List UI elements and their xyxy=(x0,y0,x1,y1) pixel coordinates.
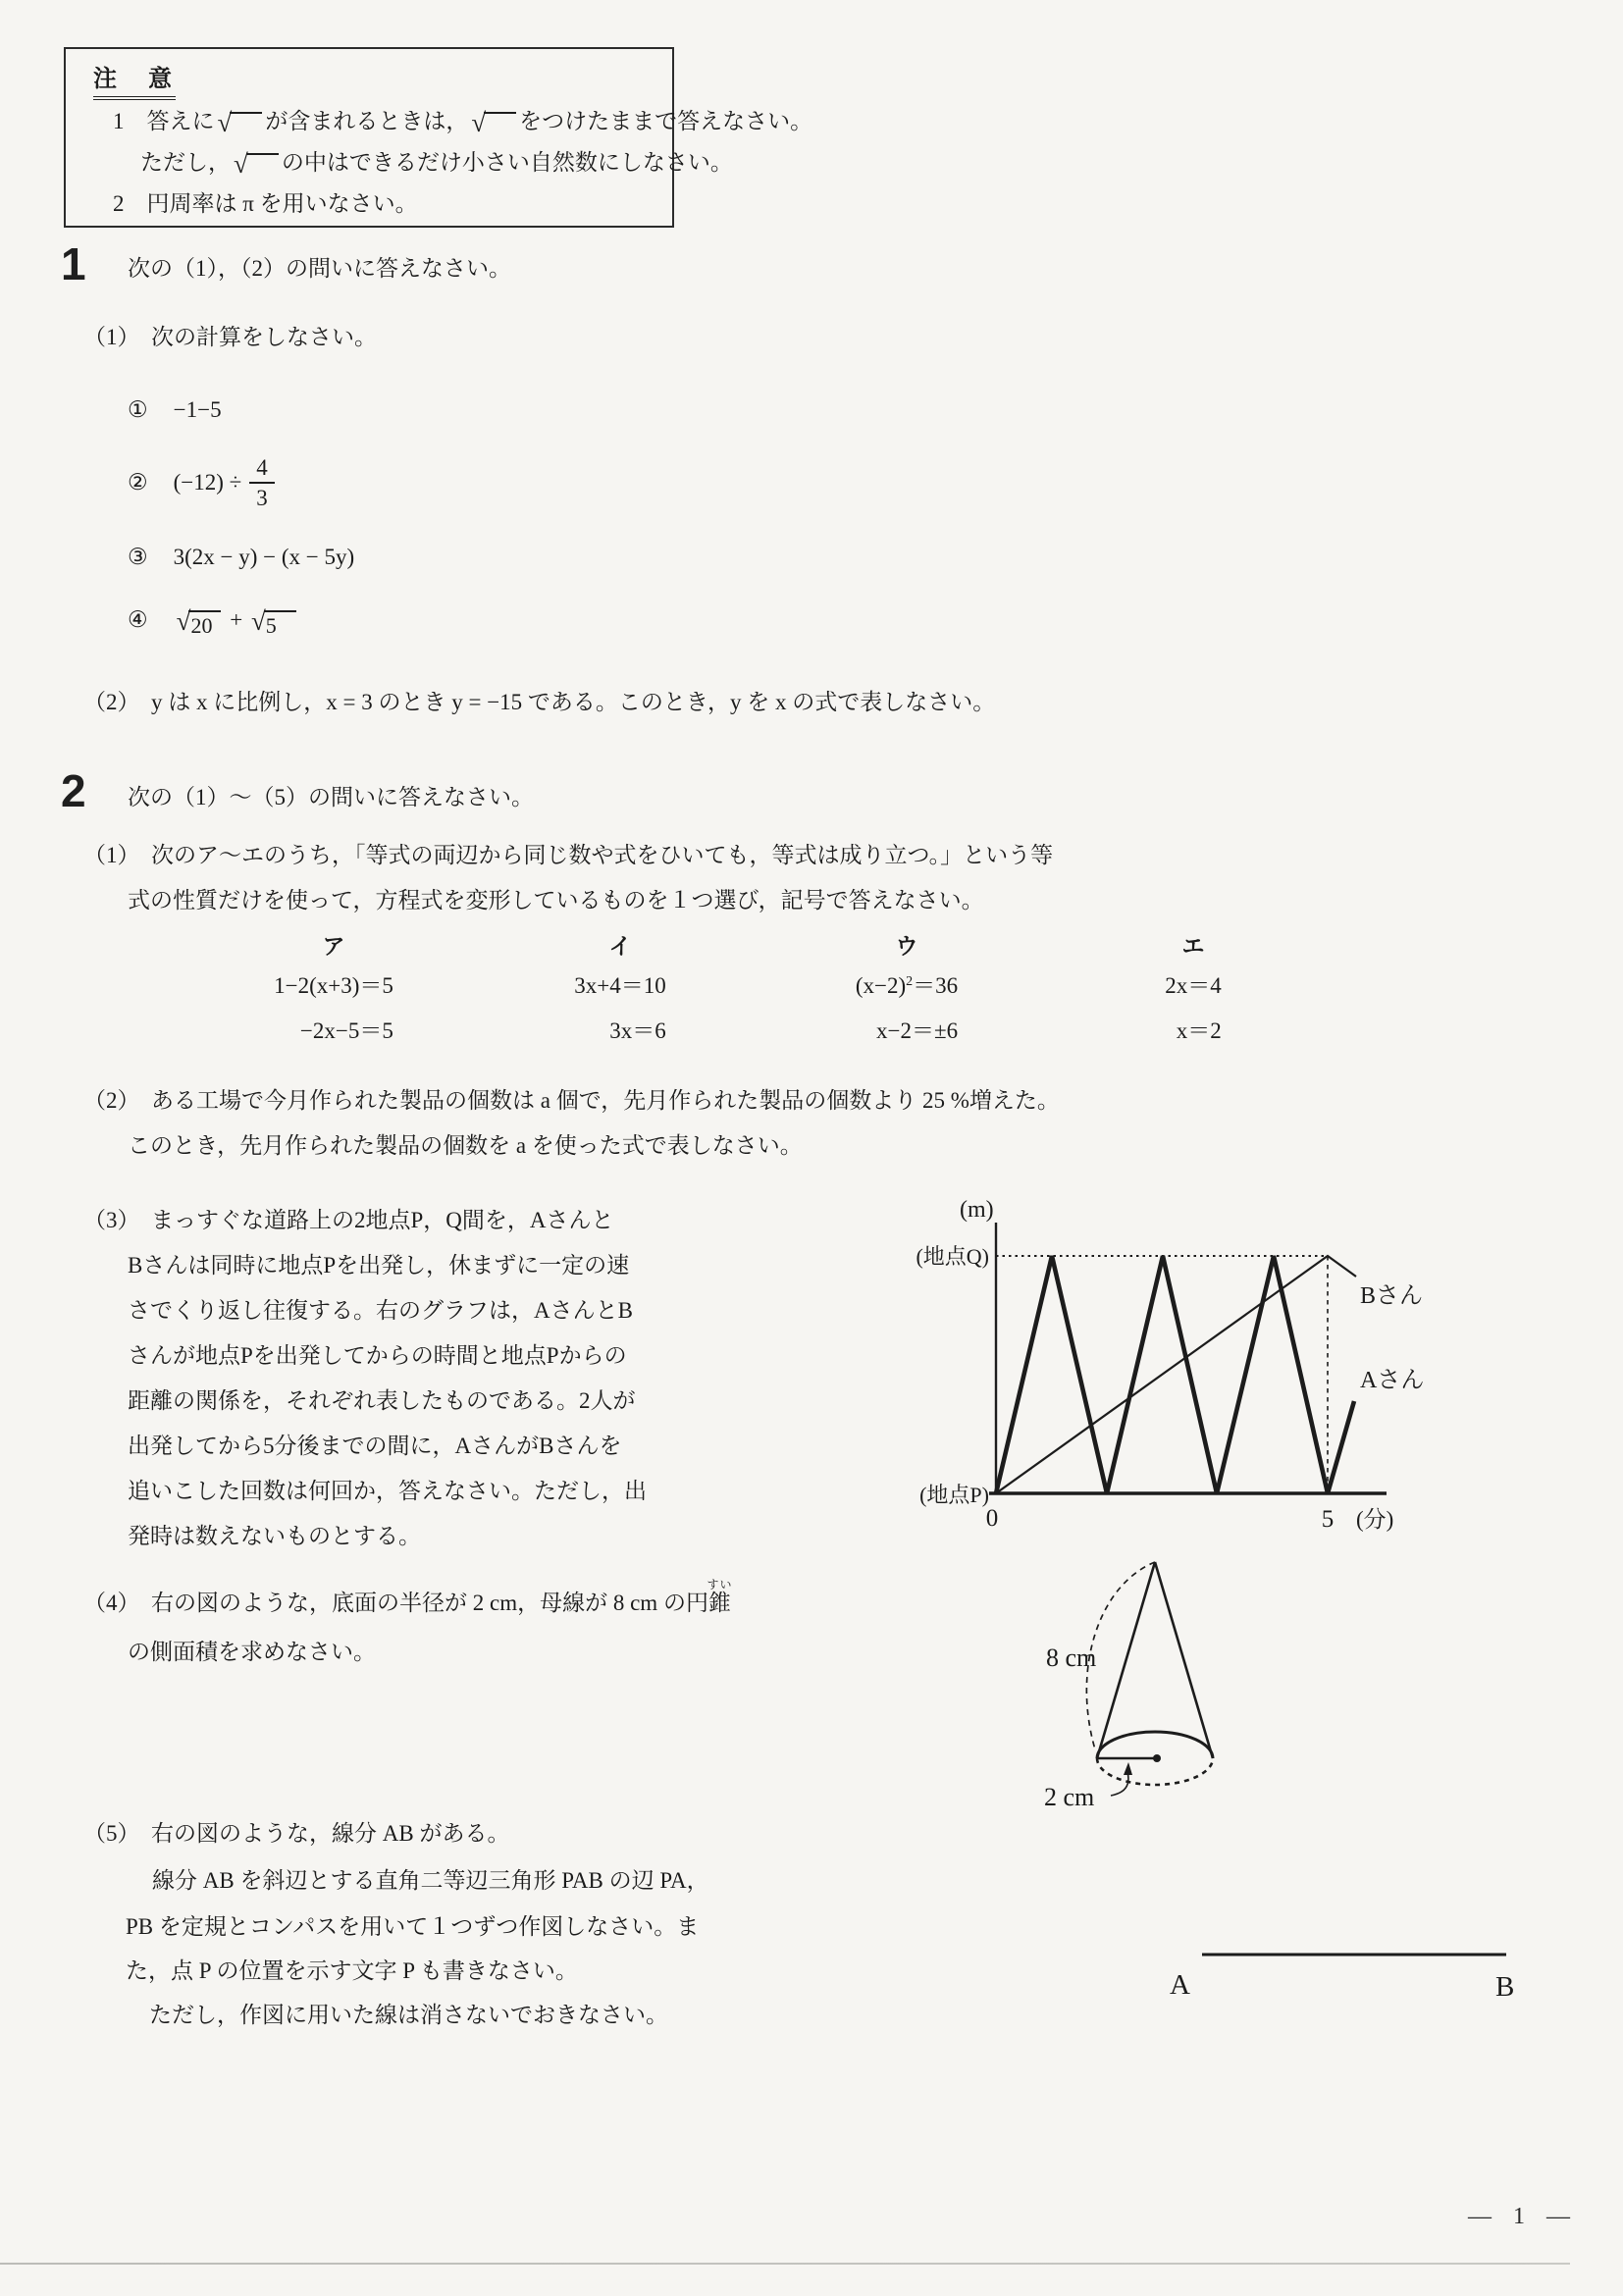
option-i-label: イ xyxy=(608,933,632,959)
option-e-equation-2: x＝2 xyxy=(1176,1018,1222,1043)
problem-2-q1-line-1: （1） 次のア～エのうち，「等式の両辺から同じ数や式をひいても，等式は成り立つ。」という等 xyxy=(83,843,1054,867)
page-number: — 1 — xyxy=(1468,2204,1578,2229)
cone-figure xyxy=(1001,1550,1305,1835)
problem-2-q3-line-7: 追いこした回数は何回か，答えなさい。ただし，出 xyxy=(128,1479,647,1503)
problem-1-item-4 xyxy=(128,604,299,636)
slant-dashed-arc xyxy=(1086,1562,1155,1749)
option-i-equation-2: 3x＝6 xyxy=(609,1018,666,1043)
x-tick-5: 5 xyxy=(1321,1506,1335,1533)
problem-1-q1: （1） 次の計算をしなさい。 xyxy=(83,325,377,349)
x-tick-0: 0 xyxy=(985,1505,999,1532)
problem-2-q5-line-1: （5） 右の図のような，線分 AB がある。 xyxy=(83,1821,510,1846)
option-a-label: ア xyxy=(322,933,345,959)
base-center-dot xyxy=(1153,1754,1161,1762)
problem-2-q3-line-8: 発時は数えないものとする。 xyxy=(128,1524,421,1548)
notice-item-1-line-2: ただし， √ の中はできるだけ小さい自然数にしなさい。 xyxy=(140,149,733,179)
option-column-a xyxy=(206,930,461,1047)
problem-2-q5-line-2: 線分 AB を斜辺とする直角二等辺三角形 PAB の辺 PA， xyxy=(152,1868,709,1893)
option-a-equation-1: 1−2(x+3)＝5 xyxy=(274,973,393,998)
problem-2-number: 2 xyxy=(61,765,86,816)
item-1-marker: ① xyxy=(128,397,148,422)
notice-box xyxy=(64,47,813,228)
point-a-label: A xyxy=(1170,1969,1190,2001)
option-column-i xyxy=(493,930,748,1047)
problem-2-q5-line-4: た，点 P の位置を示す文字 P も書きなさい。 xyxy=(126,1958,578,1983)
option-a-equation-2: −2x−5＝5 xyxy=(299,1018,393,1043)
option-column-e xyxy=(1066,930,1321,1047)
problem-2-q3-line-4: さんが地点Pを出発してからの時間と地点Pからの xyxy=(128,1343,627,1368)
cone-right-side xyxy=(1155,1562,1213,1758)
fraction xyxy=(249,454,275,511)
notice-title: 注 意 xyxy=(93,59,176,100)
a-san-legend-label: Aさん xyxy=(1360,1368,1425,1393)
radical-sign-icon: √ xyxy=(218,111,263,136)
radius-length-label: 2 cm xyxy=(1044,1783,1095,1811)
problem-2-q5-line-3: PB を定規とコンパスを用いて１つずつ作図しなさい。ま xyxy=(126,1914,700,1939)
problem-1-item-2 xyxy=(128,451,283,514)
problem-2-q5-line-5: ただし，作図に用いた線は消さないでおきなさい。 xyxy=(149,2003,668,2027)
problem-2-q3-line-6: 出発してから5分後までの間に，AさんがBさんを xyxy=(128,1434,622,1458)
option-e-equation-1: 2x＝4 xyxy=(1165,973,1222,998)
option-e-label: エ xyxy=(1181,933,1205,959)
y-axis-unit-label: (m) xyxy=(960,1197,994,1223)
option-column-u xyxy=(779,930,1034,1047)
problem-2-q3-line-2: Bさんは同時に地点Pを出発し，休まずに一定の速 xyxy=(128,1253,630,1278)
problem-1-item-1 xyxy=(128,394,222,426)
item-3-expression: 3(2x − y) − (x − 5y) xyxy=(173,545,355,569)
point-b-label: B xyxy=(1495,1971,1515,2003)
item-2-marker: ② xyxy=(128,470,148,495)
ruby-kanji: 錐すい xyxy=(707,1578,733,1615)
notice-item-2: 2 円周率は π を用いなさい。 xyxy=(113,191,418,216)
item-4-marker: ④ xyxy=(128,607,148,632)
distance-time-graph xyxy=(913,1177,1550,1590)
cone-left-side xyxy=(1097,1562,1155,1758)
radius-pointer-arrow xyxy=(1111,1772,1128,1796)
option-u-equation-1: $(x-2)^2=36$ xyxy=(855,973,959,998)
scan-artifact-line xyxy=(0,2263,1570,2265)
radical-sign-icon: √ xyxy=(471,111,516,136)
radius-pointer-arrowhead xyxy=(1124,1762,1132,1775)
plus-operator: + xyxy=(230,607,243,632)
problem-2-lead: 次の（1）～（5）の問いに答えなさい。 xyxy=(128,785,534,809)
base-ellipse-front xyxy=(1097,1732,1213,1758)
fraction-numerator: 4 xyxy=(249,454,275,484)
problem-2-q2-line-1: （2） ある工場で今月作られた製品の個数は a 個で，先月作られた製品の個数より 25 %増えた。 xyxy=(83,1088,1060,1113)
base-ellipse-back xyxy=(1097,1758,1213,1785)
item-3-marker: ③ xyxy=(128,545,148,569)
segment-ab-figure xyxy=(1128,1904,1580,2021)
a-san-zigzag-line xyxy=(996,1256,1354,1493)
problem-2-q3-line-1: （3） まっすぐな道路上の2地点P，Q間を，Aさんと xyxy=(83,1208,614,1232)
item-2-expression: (−12) ÷ xyxy=(173,470,242,495)
slant-length-label: 8 cm xyxy=(1046,1644,1097,1672)
problem-2-q1-line-2: 式の性質だけを使って，方程式を変形しているものを１つ選び，記号で答えなさい。 xyxy=(128,888,984,913)
problem-2-q4-line-2: の側面積を求めなさい。 xyxy=(128,1640,376,1664)
radical-sign-icon: √ xyxy=(234,152,279,178)
point-q-label: (地点Q) xyxy=(916,1244,989,1269)
problem-1-lead: 次の（1），（2）の問いに答えなさい。 xyxy=(128,256,511,281)
problem-2-q3-line-3: さでくり返し往復する。右のグラフは，AさんとB xyxy=(128,1298,633,1323)
problem-2-q2-line-2: このとき，先月作られた製品の個数を a を使った式で表しなさい。 xyxy=(128,1133,803,1158)
problem-1-q2: （2） y は x に比例し，x = 3 のとき y = −15 である。このとき，y を x の式で表しなさい。 xyxy=(83,690,996,714)
radical-sign-icon: √ 20 xyxy=(177,609,222,635)
b-san-legend-label: Bさん xyxy=(1360,1283,1424,1309)
item-1-expression: −1−5 xyxy=(173,397,222,422)
problem-2-q3-line-5: 距離の関係を，それぞれ表したものである。2人が xyxy=(128,1388,636,1413)
radicand: 5 xyxy=(264,610,296,635)
option-u-label: ウ xyxy=(895,933,918,959)
radicand: 20 xyxy=(188,610,221,635)
notice-item-1-line-1: 1 答えに √ が含まれるときは， √ をつけたままで答えなさい。 xyxy=(113,108,813,137)
problem-1-item-3 xyxy=(128,542,354,573)
exponent: 2 xyxy=(906,974,914,989)
fraction-denominator: 3 xyxy=(256,486,268,510)
radical-sign-icon: √ 5 xyxy=(251,609,296,635)
problem-2-q4-line-1: （4） 右の図のような，底面の半径が 2 cm，母線が 8 cm の円錐すい xyxy=(83,1578,733,1615)
problem-1-number: 1 xyxy=(61,238,86,289)
x-axis-unit-label: (分) xyxy=(1356,1507,1394,1532)
point-p-label: (地点P) xyxy=(919,1483,989,1507)
option-u-equation-2: x−2＝±6 xyxy=(876,1018,959,1043)
option-i-equation-1: 3x+4＝10 xyxy=(574,973,666,998)
